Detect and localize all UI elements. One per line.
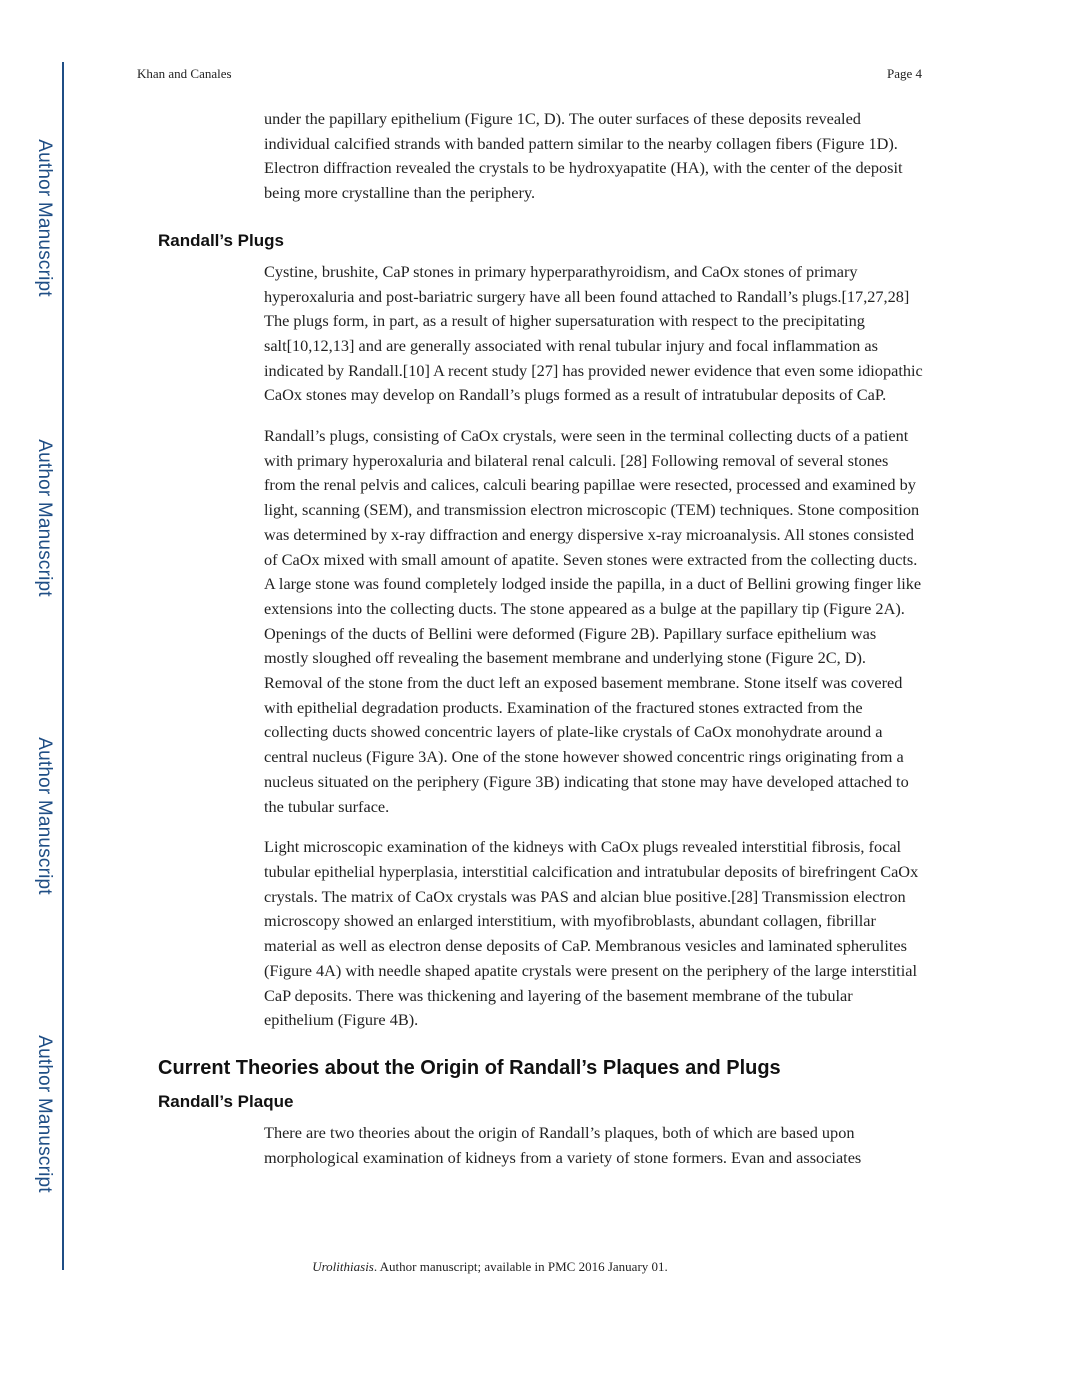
side-label-text: Author Manuscript xyxy=(34,139,55,297)
footer-note: . Author manuscript; available in PMC 2016 January 01. xyxy=(373,1259,668,1274)
side-label-text: Author Manuscript xyxy=(34,737,55,895)
subheading-randalls-plaque: Randall’s Plaque xyxy=(158,1091,294,1111)
side-rule xyxy=(62,62,64,1270)
paragraph-plaque-1: There are two theories about the origin of Randall’s plaques, both of which are based upon morphological examination of kidneys from a variety of stone formers. Evan and associates xyxy=(264,1122,862,1167)
section-heading-current-theories: Current Theories about the Origin of Randall’s Plaques and Plugs xyxy=(158,1056,781,1079)
footer-journal: Urolithiasis xyxy=(312,1259,374,1274)
page-footer xyxy=(0,1259,980,1275)
paragraph-plugs-3: Light microscopic examination of the kidneys with CaOx plugs revealed interstitial fibrosis, focal tubular epithelial hyperplasia, interstitial calcification and intratubular deposits of birefringent CaOx crystals. The matrix of CaOx crystals was PAS and alcian blue positive.[28] Transmission electron microscopy showed an enlarged interstitium, with myofibroblasts, abundant collagen, fibrillar material as well as electron dense deposits of CaP. Membranous vesicles and laminated spherulites (Figure 4A) with needle shaped apatite crystals were present on the periphery of the large interstitial CaP deposits. There was thickening and layering of the basement membrane of the tubular epithelium (Figure 4B). xyxy=(264,837,919,1030)
paragraph-plugs-2: Randall’s plugs, consisting of CaOx crystals, were seen in the terminal collecting ducts of a patient with primary hyperoxaluria and bilateral renal calculi. [28] Following removal of several stones from the renal pelvis and calices, calculi bearing papillae were resected, processed and examined by light, scanning (SEM), and transmission electron microscopic (TEM) techniques. Stone composition was determined by x-ray diffraction and energy dispersive x-ray microanalysis. All stones consisted of CaOx mixed with small amount of apatite. Seven stones were extracted from the collecting ducts. A large stone was found completely lodged inside the papilla, in a duct of Bellini growing finger like extensions into the collecting ducts. The stone appeared as a bulge at the papillary tip (Figure 2A). Openings of the ducts of Bellini were deformed (Figure 2B). Papillary surface epithelium was mostly sloughed off revealing the basement membrane and underlying stone (Figure 2C, D). Removal of the stone from the duct left an exposed basement membrane. Stone itself was covered with epithelial degradation products. Examination of the fractured stones extracted from the collecting ducts showed concentric layers of plate-like crystals of CaOx monohydrate around a central nucleus (Figure 3A). One of the stone however showed concentric rings originating from a nucleus situated on the periphery (Figure 3B) indicating that stone may have developed attached to the tubular surface. xyxy=(264,426,922,816)
page-number: Page 4 xyxy=(886,66,922,81)
subheading-randalls-plugs: Randall’s Plugs xyxy=(158,230,284,250)
paragraph-intro: under the papillary epithelium (Figure 1C, D). The outer surfaces of these deposits revealed individual calcified strands with banded pattern similar to the nearby collagen fibers (Figure 1D). Electron diffraction revealed the crystals to be hydroxyapatite (HA), with the center of the deposit being more crystalline than the periphery. xyxy=(264,109,903,203)
running-head-authors: Khan and Canales xyxy=(137,66,232,81)
paragraph-plugs-1: Cystine, brushite, CaP stones in primary hyperparathyroidism, and CaOx stones of primary hyperoxaluria and post-bariatric surgery have all been found attached to Randall’s plugs.[17,27,28] The plugs form, in part, as a result of higher supersaturation with respect to the precipitating salt[10,12,13] and are generally associated with renal tubular injury and focal inflammation as indicated by Randall.[10] A recent study [27] has provided newer evidence that even some idiopathic CaOx stones may develop on Randall’s plugs formed as a result of intratubular deposits of CaP. xyxy=(264,261,923,405)
article-body xyxy=(158,107,928,1186)
side-label-text: Author Manuscript xyxy=(34,1035,55,1193)
side-label-text: Author Manuscript xyxy=(34,439,55,597)
